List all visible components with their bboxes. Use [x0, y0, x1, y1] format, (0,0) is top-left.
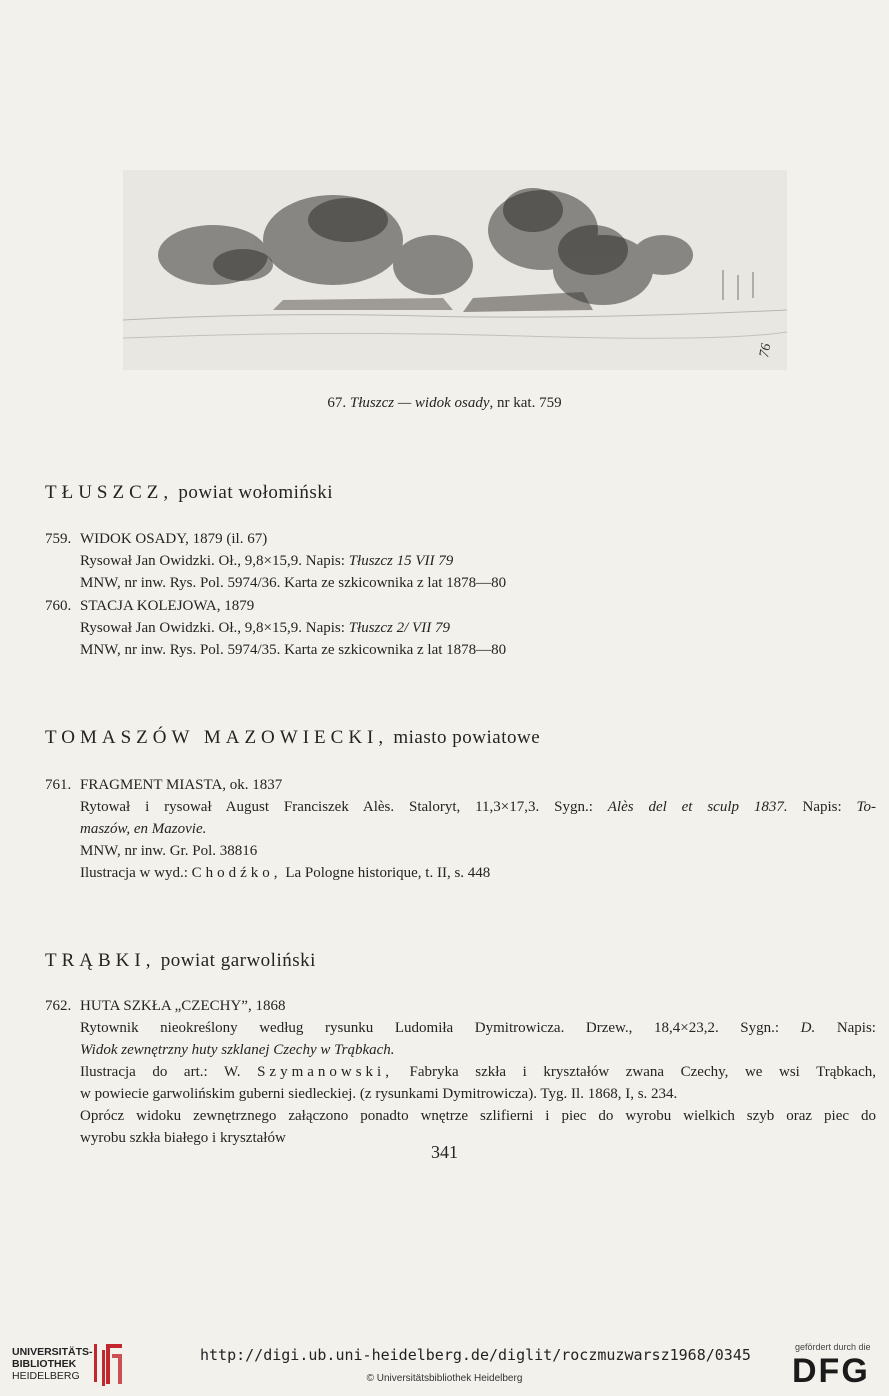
sketch-drawing [123, 170, 787, 370]
sketch-mark: 76 [757, 342, 775, 359]
funded-by-text: gefördert durch die [795, 1342, 871, 1352]
section-heading-trabki: TRĄBKI, powiat garwoliński [45, 950, 316, 971]
dfg-logo: DFG [792, 1352, 870, 1390]
page-number: 341 [431, 1142, 458, 1162]
copyright-text: © Universitätsbibliothek Heidelberg [366, 1373, 523, 1384]
sketch-illustration [123, 170, 787, 370]
section-heading-tluszcz: TŁUSZCZ, powiat wołomiński [45, 482, 334, 503]
document-url-link[interactable]: http://digi.ub.uni-heidelberg.de/diglit/roczmuzwarsz1968/0345 [200, 1346, 751, 1364]
figure-caption: 67. Tłuszcz — widok osady, nr kat. 759 [327, 395, 562, 411]
section-heading-tomaszow: TOMASZÓW MAZOWIECKI, miasto powiatowe [45, 727, 541, 748]
library-logo-text: UNIVERSITÄTS- BIBLIOTHEK HEIDELBERG [12, 1346, 93, 1382]
